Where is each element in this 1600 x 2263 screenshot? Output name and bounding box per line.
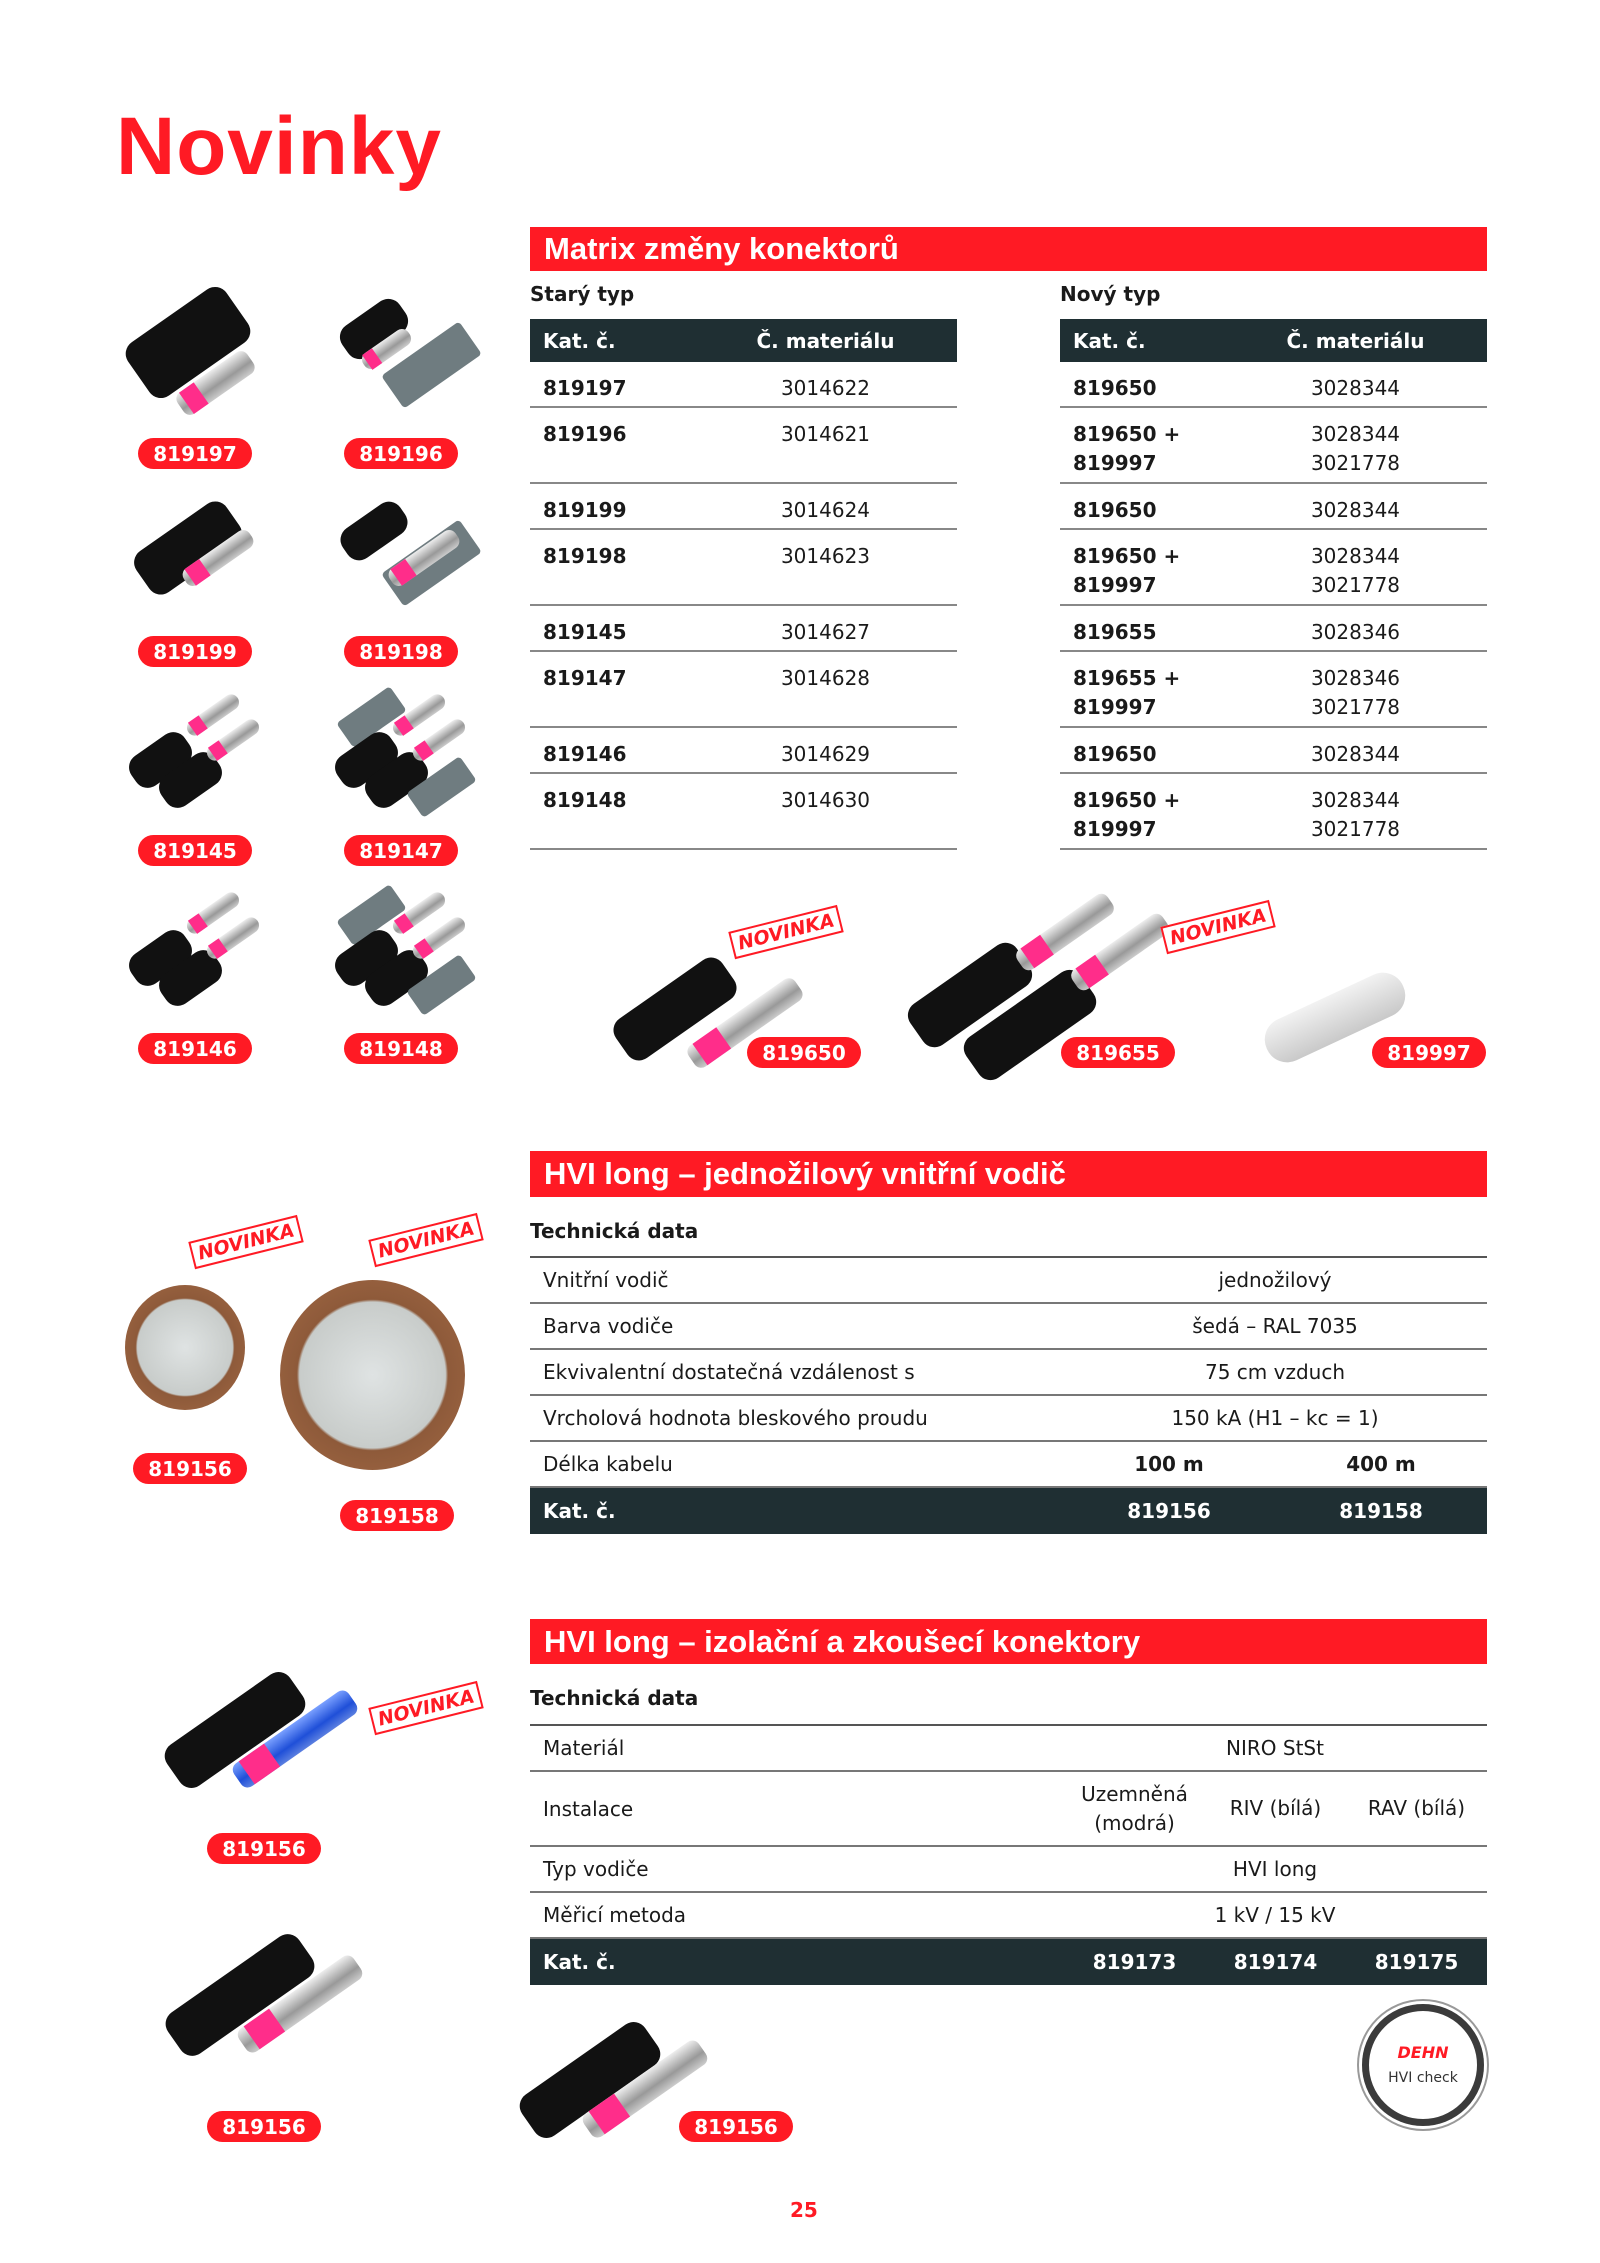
table-row: [1060, 362, 1487, 408]
novinka-stamp: NOVINKA: [1160, 900, 1276, 954]
hvi-conn-section-title: HVI long – izolační a zkoušecí konektory: [530, 1619, 1487, 1664]
logo-text: HVI check: [1388, 2070, 1458, 2086]
old-mat-cell: 3014629: [780, 742, 871, 766]
table-row: [530, 484, 957, 530]
product-badge: 819156: [133, 1453, 247, 1484]
mat-line: 3028344: [1310, 742, 1401, 766]
kat-line: 819650 +: [1073, 544, 1181, 568]
old-mat-cell: 3014627: [780, 620, 871, 644]
product-badge: 819147: [344, 835, 458, 866]
new-mat-cell: [1264, 786, 1487, 848]
col-mat: Č. materiálu: [756, 328, 895, 353]
kat-line: 819650: [1073, 498, 1157, 522]
product-badge: 819145: [138, 835, 252, 866]
row-value: 150 kA (H1 – kc = 1): [1171, 1406, 1379, 1430]
table-row: Délka kabelu 100 m 400 m: [530, 1442, 1487, 1488]
row-label: Barva vodiče: [543, 1314, 674, 1338]
new-kat-cell: [1060, 786, 1264, 848]
table-row: [530, 530, 957, 606]
old-mat-cell: 3014622: [780, 376, 871, 400]
table-row: [530, 408, 957, 484]
table-row: [1060, 530, 1487, 606]
table-row-kat: Kat. č. 819173 819174 819175: [530, 1939, 1487, 1985]
kat-line: 819650: [1073, 376, 1157, 400]
mat-line: 3028346: [1310, 620, 1401, 644]
product-thumbnail: [329, 682, 474, 822]
table-row-kat: Kat. č. 819156 819158: [530, 1488, 1487, 1534]
mat-line: 3021778: [1310, 695, 1401, 719]
novinka-stamp: NOVINKA: [728, 905, 844, 959]
col-kat: Kat. č.: [1073, 328, 1146, 353]
new-type-table: [1060, 319, 1487, 850]
new-kat-cell: [1060, 496, 1264, 528]
table-row: [530, 1396, 1487, 1442]
novinka-stamp: NOVINKA: [368, 1213, 484, 1267]
mat-line: 3028344: [1310, 422, 1401, 446]
old-mat-cell: 3014623: [780, 544, 871, 568]
mat-line: 3028344: [1310, 788, 1401, 812]
old-kat-cell: 819145: [543, 620, 627, 644]
mat-line: 3028344: [1310, 498, 1401, 522]
cable-spool-image-400m: [275, 1275, 475, 1475]
new-mat-cell: [1264, 618, 1487, 650]
product-thumbnail: [329, 483, 474, 623]
new-mat-cell: [1264, 420, 1487, 482]
new-mat-cell: [1264, 496, 1487, 528]
hvi-cable-section-title: HVI long – jednožilový vnitřní vodič: [530, 1151, 1487, 1197]
new-kat-cell: [1060, 374, 1264, 406]
old-type-label: Starý typ: [530, 282, 635, 306]
hvi-conn-subtitle: Technická data: [530, 1686, 699, 1710]
product-thumbnail: [123, 285, 268, 425]
product-badge: 819156: [207, 2111, 321, 2142]
col-kat: Kat. č.: [543, 328, 616, 353]
new-kat-cell: [1060, 618, 1264, 650]
cable-spool-image-100m: [120, 1280, 255, 1415]
table-row: [1060, 652, 1487, 728]
table-row: Instalace Uzemněná (modrá) RIV (bílá) RAV (bílá): [530, 1772, 1487, 1847]
new-type-label: Nový typ: [1060, 282, 1161, 306]
new-mat-cell: [1264, 542, 1487, 604]
kat-line: 819997: [1073, 573, 1157, 597]
old-mat-cell: 3014624: [780, 498, 871, 522]
old-kat-cell: 819198: [543, 544, 627, 568]
kat-line: 819655: [1073, 620, 1157, 644]
old-kat-cell: 819146: [543, 742, 627, 766]
product-badge: 819198: [344, 636, 458, 667]
connector-image-white: [160, 1925, 380, 2075]
product-badge: 819156: [679, 2111, 793, 2142]
new-kat-cell: [1060, 542, 1264, 604]
hvi-cable-table: [530, 1256, 1487, 1534]
table-row: [1060, 408, 1487, 484]
product-badge: 819650: [747, 1037, 861, 1068]
table-row: [530, 728, 957, 774]
mat-line: 3021778: [1310, 573, 1401, 597]
row-label: Vnitřní vodič: [543, 1268, 669, 1292]
connector-image-blue: [160, 1665, 380, 1805]
mat-line: 3028346: [1310, 666, 1401, 690]
product-badge: 819156: [207, 1833, 321, 1864]
table-row: [530, 362, 957, 408]
old-kat-cell: 819196: [543, 422, 627, 446]
table-row: [530, 1258, 1487, 1304]
table-row: [1060, 484, 1487, 530]
matrix-section-title: Matrix změny konektorů: [530, 227, 1487, 271]
new-kat-cell: [1060, 664, 1264, 726]
old-kat-cell: 819148: [543, 788, 627, 812]
table-row: [1060, 774, 1487, 850]
product-badge: 819199: [138, 636, 252, 667]
kat-line: 819655 +: [1073, 666, 1181, 690]
novinka-stamp: NOVINKA: [188, 1215, 304, 1269]
col-mat: Č. materiálu: [1286, 328, 1425, 353]
new-kat-cell: [1060, 420, 1264, 482]
product-badge: 819197: [138, 438, 252, 469]
product-thumbnail: [123, 682, 268, 822]
row-value: 75 cm vzduch: [1204, 1360, 1346, 1384]
row-value: jednožilový: [1218, 1268, 1332, 1292]
old-kat-cell: 819147: [543, 666, 627, 690]
mat-line: 3028344: [1310, 544, 1401, 568]
row-label: Ekvivalentní dostatečná vzdálenost s: [543, 1360, 915, 1384]
old-kat-cell: 819199: [543, 498, 627, 522]
old-mat-cell: 3014630: [780, 788, 871, 812]
table-row: [530, 652, 957, 728]
old-kat-cell: 819197: [543, 376, 627, 400]
novinka-stamp: NOVINKA: [368, 1681, 484, 1735]
table-row: [530, 606, 957, 652]
product-badge: 819655: [1061, 1037, 1175, 1068]
page-title: Novinky: [116, 101, 442, 192]
kat-line: 819997: [1073, 451, 1157, 475]
product-badge: 819196: [344, 438, 458, 469]
page-number: 25: [790, 2198, 818, 2222]
table-row: [530, 1304, 1487, 1350]
table-row: [530, 1350, 1487, 1396]
table-row: Materiál NIRO StSt: [530, 1726, 1487, 1772]
new-mat-cell: [1264, 664, 1487, 726]
table-row: [530, 774, 957, 850]
dehn-hvi-check-logo: [1362, 2004, 1484, 2126]
product-thumbnail: [123, 880, 268, 1020]
mat-line: 3028344: [1310, 376, 1401, 400]
table-row: Měřicí metoda 1 kV / 15 kV: [530, 1893, 1487, 1939]
product-thumbnail: [329, 285, 474, 425]
row-value: šedá – RAL 7035: [1192, 1314, 1358, 1338]
sleeve-shape: [335, 496, 413, 566]
table-row: Typ vodiče HVI long: [530, 1847, 1487, 1893]
new-kat-cell: [1060, 740, 1264, 772]
mat-line: 3021778: [1310, 817, 1401, 841]
hvi-conn-table: [530, 1724, 1487, 1985]
mat-line: 3021778: [1310, 451, 1401, 475]
row-label: Vrcholová hodnota bleskového proudu: [543, 1406, 928, 1430]
logo-brand: DEHN: [1397, 2043, 1449, 2062]
kat-line: 819997: [1073, 695, 1157, 719]
product-badge: 819146: [138, 1033, 252, 1064]
old-type-table: [530, 319, 957, 850]
product-thumbnail: [329, 880, 474, 1020]
hvi-cable-subtitle: Technická data: [530, 1219, 699, 1243]
table-row: [1060, 606, 1487, 652]
kat-line: 819650 +: [1073, 422, 1181, 446]
kat-line: 819997: [1073, 817, 1157, 841]
product-badge: 819158: [340, 1500, 454, 1531]
product-thumbnail: [123, 483, 268, 623]
new-mat-cell: [1264, 374, 1487, 406]
table-row: [1060, 728, 1487, 774]
new-mat-cell: [1264, 740, 1487, 772]
old-mat-cell: 3014621: [780, 422, 871, 446]
old-mat-cell: 3014628: [780, 666, 871, 690]
product-badge: 819997: [1372, 1037, 1486, 1068]
kat-line: 819650: [1073, 742, 1157, 766]
product-badge: 819148: [344, 1033, 458, 1064]
kat-line: 819650 +: [1073, 788, 1181, 812]
